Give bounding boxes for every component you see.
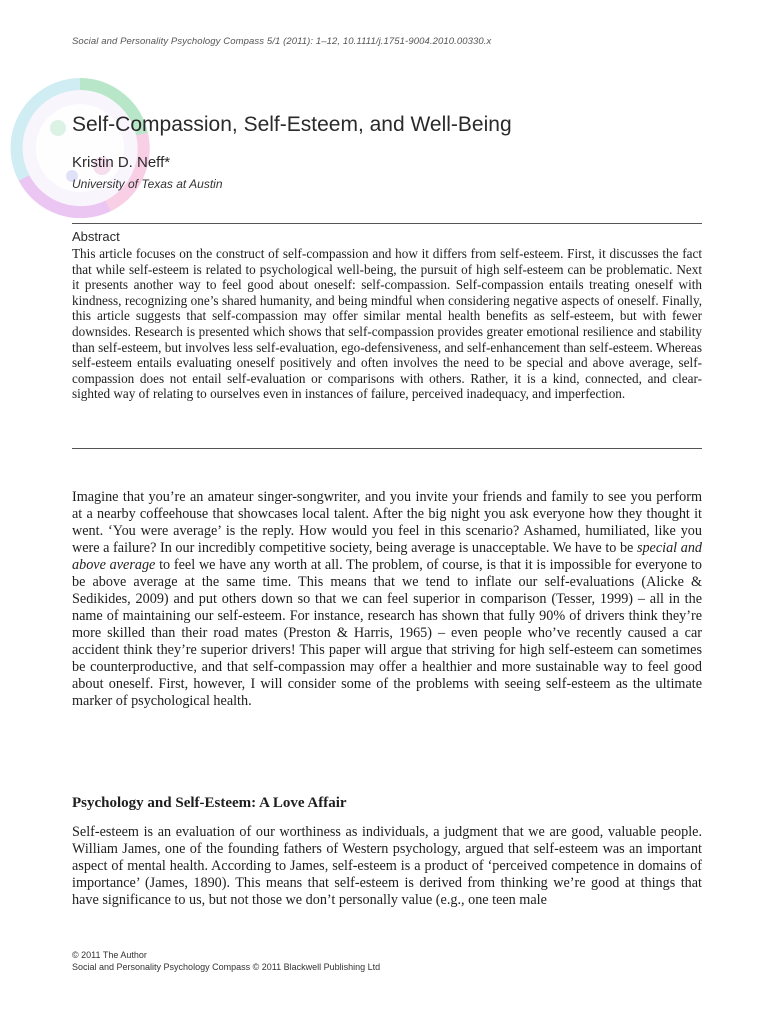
intro-text-part-2: to feel we have any worth at all. The problem, of course, is that it is impossible for everyone to be above average at the same time. This means that we tend to inflate our self-evaluations (Alicke & Sedikides, 2009) and put others down so that we can feel superior in comparison (Tesser, 1999) – all in the name of maintaining our self-esteem. For instance, research has shown that fully 90% of drivers think they’re more skilled than their road mates (Preston & Harris, 1965) – even people who’ve recently caused a car accident think they’re superior drivers! This paper will argue that striving for high self-esteem can sometimes be counterproductive, and that self-compassion may offer a healthier and more sustainable way to feel good about oneself. First, however, I will consider some of the problems with seeing self-esteem as the ultimate marker of psychological health.	[72, 557, 702, 709]
abstract-heading: Abstract	[72, 229, 120, 244]
journal-citation-line: Social and Personality Psychology Compass 5/1 (2011): 1–12, 10.1111/j.1751-9004.2010.00330.x	[72, 36, 492, 47]
footer-publisher: Social and Personality Psychology Compass © 2011 Blackwell Publishing Ltd	[72, 961, 381, 972]
intro-emphasis: special and above average	[72, 540, 703, 573]
section-paragraph: Self-esteem is an evaluation of our worthiness as individuals, a judgment that we are good, valuable people. William James, one of the founding fathers of Western psychology, argued that self-esteem was an important aspect of mental health. According to James, self-esteem is a product of ‘perceived competence in domains of importance’ (James, 1890). This means that self-esteem is derived from thinking we’re good at things that have significance to us, but not those we don’t personally value (e.g., one teen male	[72, 824, 702, 908]
intro-text-part-1: Imagine that you’re an amateur singer-songwriter, and you invite your friends and family to see you perform at a nearby coffeehouse that showcases local talent. After the big night you ask everyone how they thought it went. ‘You were average’ is the reply. How would you feel in this scenario? Ashamed, humiliated, like you were a failure? In our incredibly competitive society, being average is unacceptable. We have to be	[72, 489, 702, 556]
section-heading: Psychology and Self-Esteem: A Love Affair	[72, 795, 347, 811]
intro-paragraph	[72, 489, 702, 710]
footer-copyright: © 2011 The Author	[72, 950, 147, 960]
page-footer	[72, 950, 380, 973]
abstract-text: This article focuses on the construct of self-compassion and how it differs from self-esteem. First, it discusses the fact that while self-esteem is related to psychological well-being, the pursuit of high self-esteem can be problematic. Next it presents another way to feel good about oneself: self-compassion. Self-compassion entails treating oneself with kindness, recognizing one’s shared humanity, and being mindful when considering negative aspects of oneself. Finally, this article suggests that self-compassion may offer similar mental health benefits as self-esteem, but with fewer downsides. Research is presented which shows that self-compassion provides greater emotional resilience and stability than self-esteem, but involves less self-evaluation, ego-defensiveness, and self-enhancement than self-esteem. Whereas self-esteem entails evaluating oneself positively and often involves the need to be special and above average, self-compassion does not entail self-evaluation or comparisons with others. Rather, it is a kind, connected, and clear-sighted way of relating to ourselves even in instances of failure, perceived inadequacy, and imperfection.	[72, 246, 702, 402]
abstract-bottom-rule	[72, 448, 702, 449]
abstract-top-rule	[72, 223, 702, 224]
author-name: Kristin D. Neff*	[72, 154, 171, 171]
author-affiliation: University of Texas at Austin	[72, 177, 223, 191]
paper-title: Self-Compassion, Self-Esteem, and Well-Being	[72, 113, 512, 136]
watermark-seal	[0, 68, 160, 228]
